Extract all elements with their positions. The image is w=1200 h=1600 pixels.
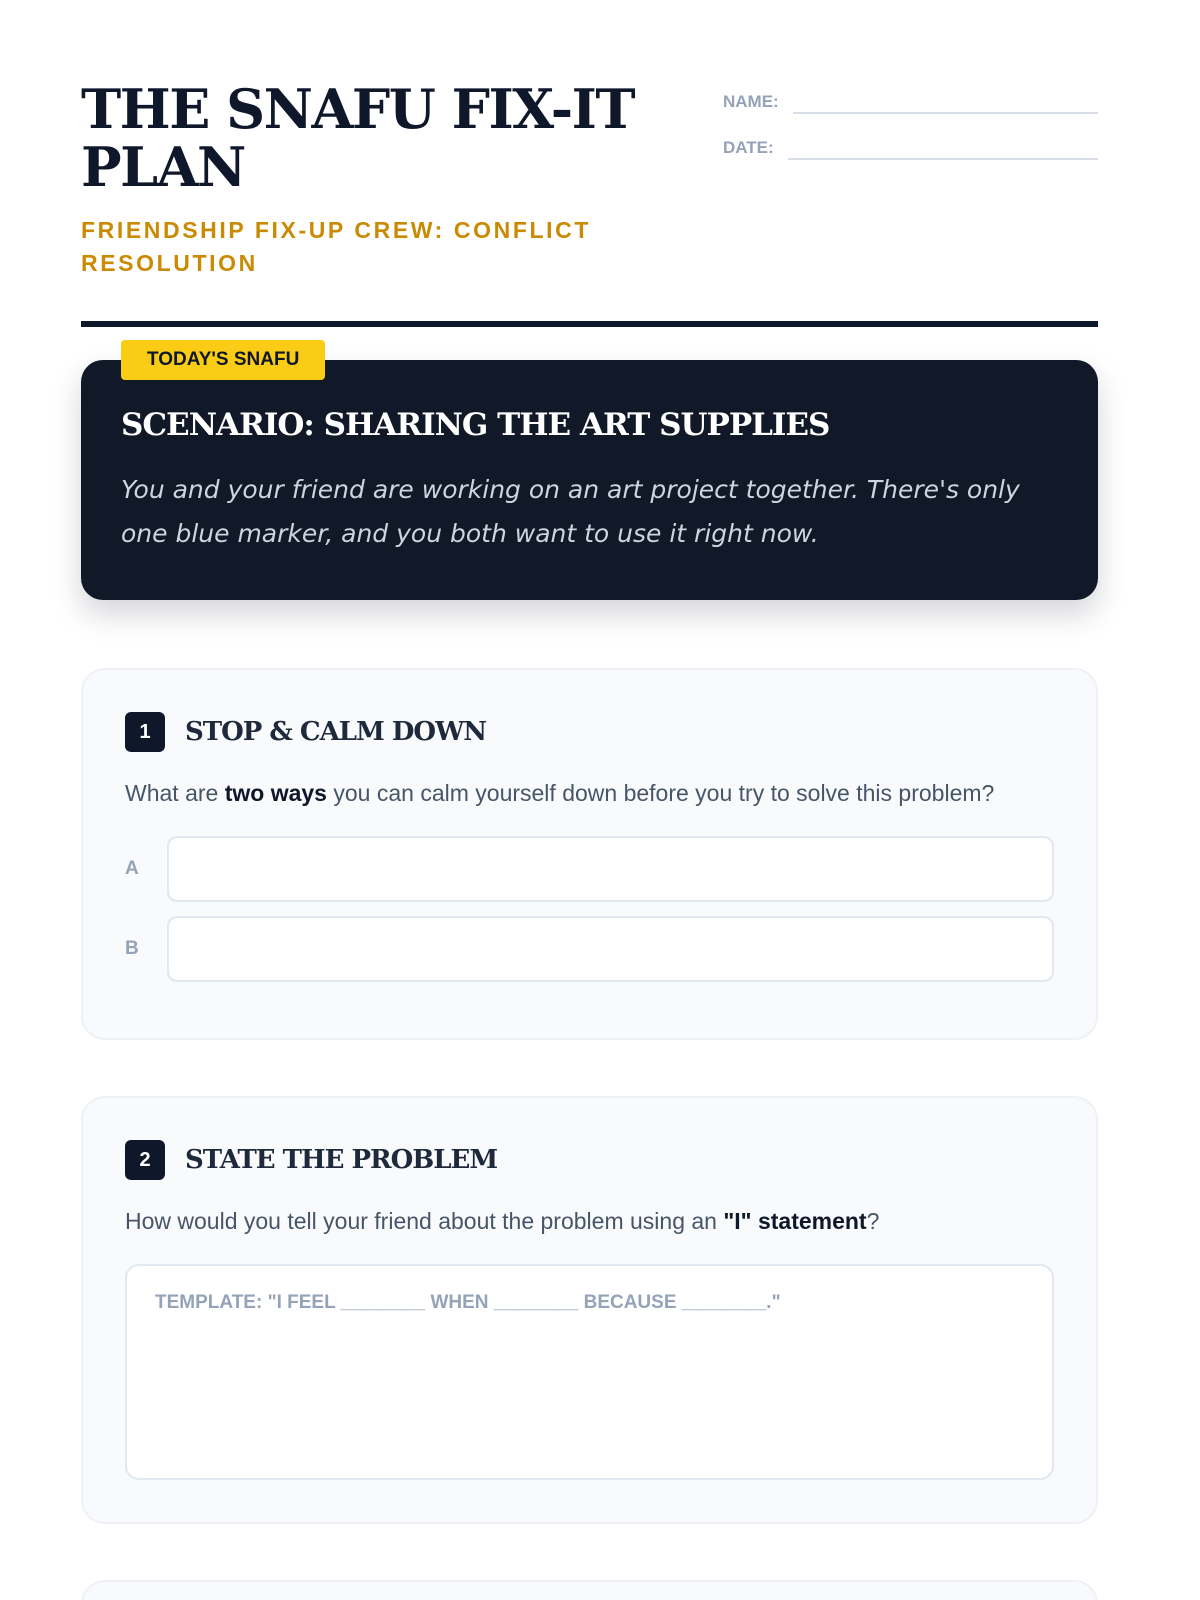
name-row — [723, 86, 1098, 114]
step-prompt — [125, 1206, 1054, 1236]
prompt-text: How would you tell your friend about the problem using an — [125, 1208, 724, 1234]
step-card-state-problem — [81, 1096, 1098, 1524]
prompt-emphasis: "I" statement — [723, 1208, 867, 1234]
step-number-badge: 2 — [125, 1140, 165, 1180]
worksheet-title: THE SNAFU FIX-IT PLAN — [81, 77, 635, 199]
scenario-section — [81, 349, 1098, 600]
prompt-text: ? — [866, 1208, 880, 1234]
name-label: NAME: — [723, 92, 779, 111]
student-info — [723, 86, 1098, 178]
step-prompt — [125, 778, 1054, 808]
answer-row-b — [125, 916, 1054, 982]
step-header — [125, 1140, 1054, 1180]
name-field[interactable] — [793, 112, 1098, 114]
date-field[interactable] — [788, 158, 1098, 160]
scenario-card — [81, 360, 1098, 600]
step-header — [125, 712, 1054, 752]
step-title: STATE THE PROBLEM — [185, 1145, 498, 1175]
header-divider — [81, 321, 1098, 327]
i-statement-placeholder: TEMPLATE: "I FEEL ________ WHEN ________ BECAUSE ________." — [155, 1292, 781, 1313]
scenario-title: SCENARIO: SHARING THE ART SUPPLIES — [121, 407, 830, 443]
step-card-calm-down — [81, 668, 1098, 1040]
answer-letter: B — [125, 938, 139, 959]
prompt-text: you can calm yourself down before you try to solve this problem? — [326, 780, 995, 806]
worksheet-header — [81, 0, 1098, 330]
answer-letter: A — [125, 858, 139, 879]
scenario-tag: TODAY'S SNAFU — [121, 340, 325, 380]
answer-b-input[interactable] — [167, 916, 1054, 982]
step-number-badge: 1 — [125, 712, 165, 752]
date-row — [723, 132, 1098, 160]
step-card-next — [81, 1580, 1098, 1600]
answer-row-a — [125, 836, 1054, 902]
scenario-description: You and your friend are working on an art project together. There's only one blue marker, and you both want to use it right now. — [121, 475, 1020, 548]
prompt-text: What are — [125, 780, 225, 806]
date-label: DATE: — [723, 138, 774, 157]
prompt-emphasis: two ways — [224, 780, 327, 806]
step-title: STOP & CALM DOWN — [185, 717, 487, 747]
i-statement-input[interactable] — [125, 1264, 1054, 1480]
worksheet-subtitle: FRIENDSHIP FIX-UP CREW: CONFLICT RESOLUTION — [81, 217, 591, 276]
answer-a-input[interactable] — [167, 836, 1054, 902]
